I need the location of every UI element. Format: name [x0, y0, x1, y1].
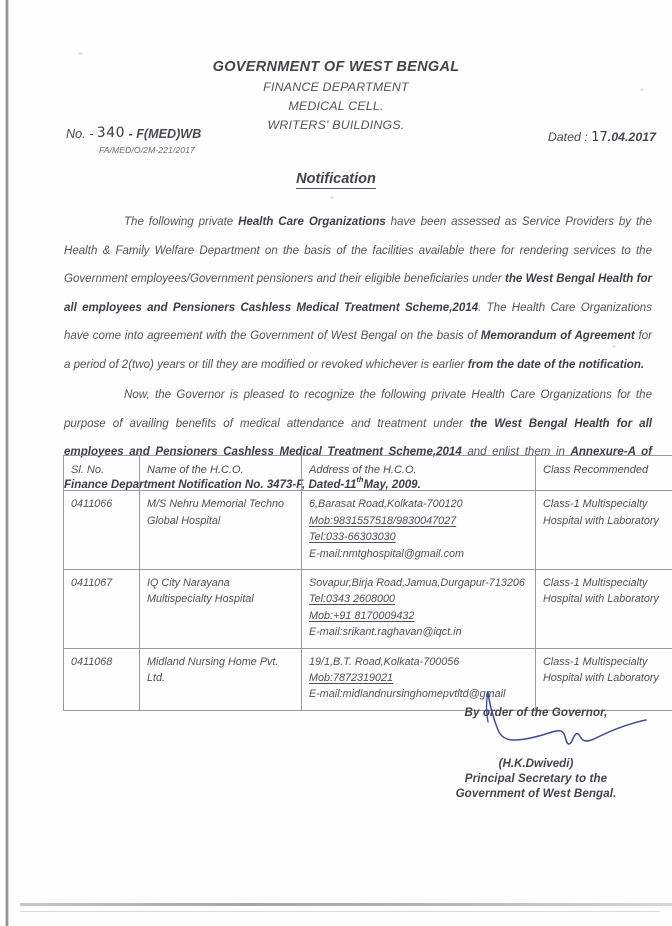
dated-rest: .04.2017	[607, 130, 656, 144]
p1-seg-b: Health Care Organizations	[238, 216, 386, 228]
scan-speck	[330, 196, 334, 199]
reference-number-prefix: No. -	[66, 127, 94, 141]
scan-speck	[78, 52, 83, 55]
page-title	[0, 170, 672, 188]
hco-table-wrapper	[63, 455, 659, 711]
letterhead-line-building: WRITERS' BUILDINGS.	[267, 117, 405, 132]
cell-hco-name: M/S Nehru Memorial Techno Global Hospital	[140, 491, 302, 570]
dated-label: Dated :	[547, 130, 588, 144]
page-title-text: Notification	[296, 171, 376, 187]
cell-sl-no: 0411067	[64, 570, 140, 649]
hco-table	[63, 455, 672, 711]
p1-seg-f: Memorandum of Agreement	[480, 330, 635, 342]
address-contact-line: Mob:9831557518/9830047027	[309, 514, 457, 527]
table-row	[64, 648, 672, 710]
address-contact-line: Mob:7872319021	[309, 672, 394, 685]
p2-seg-a: Now, the Governor is pleased to recognize the following private Health Care Organizations for the purpose of availing benefits of medical attendance and treatment under	[64, 389, 652, 430]
letterhead-line-cell: MEDICAL CELL.	[288, 98, 384, 113]
cell-hco-address	[302, 491, 536, 570]
p2-seg-e: May, 2009.	[363, 478, 421, 491]
letterhead-line-department: FINANCE DEPARTMENT	[263, 80, 409, 95]
paragraph-1	[64, 208, 652, 379]
cell-hco-name: IQ City Narayana Multispecialty Hospital	[140, 570, 302, 649]
address-line: E-mail:midlandnursinghomepvtltd@gmail	[309, 688, 506, 701]
p2-superscript: th	[356, 475, 364, 485]
reference-number-line	[66, 126, 201, 142]
hco-table-header	[64, 456, 672, 491]
p1-seg-a: The following private	[124, 216, 239, 228]
cell-class-recommended: Class-1 Multispecialty Hospital with Laboratory	[536, 570, 672, 649]
cell-hco-name: Midland Nursing Home Pvt. Ltd.	[140, 648, 302, 710]
p1-seg-c: have been assessed as Service Providers by the Health & Family Welfare Department on the basis of the facilities available there for rendering services to the Government employees/Government pensioners and their eligible beneficiaries under	[64, 216, 653, 285]
p1-seg-g: for a period of 2(two) years or till they are modified or revoked whichever is earlier	[64, 330, 653, 371]
address-line: 19/1,B.T. Road,Kolkata-700056	[309, 655, 460, 668]
column-header-address: Address of the H.C.O.	[302, 456, 536, 491]
reference-file-number: FA/MED/O/2M-221/2017	[99, 145, 195, 155]
scan-edge-left	[5, 0, 9, 926]
reference-number-handwritten: 340	[96, 125, 126, 141]
cell-hco-address	[302, 648, 536, 710]
by-order-of-governor: By order of the Governor,	[464, 706, 608, 719]
reference-number-block	[66, 126, 201, 155]
address-contact-line: Mob:+91 8170009432	[309, 609, 415, 622]
p2-seg-d: Annexure-A of Finance Department Notification No. 3473-F, Dated-11	[64, 446, 652, 491]
address-line: E-mail:srikant.raghavan@iqct.in	[309, 626, 462, 639]
p1-seg-d: the West Bengal Health for all employees and Pensioners Cashless Medical Treatment Scheme,2014	[64, 273, 653, 314]
p1-seg-e: . The Health Care Organizations have come into agreement with the Government of West Bengal on the basis of	[64, 301, 652, 342]
hco-table-body	[64, 491, 672, 710]
p2-seg-c: and enlist them in	[461, 446, 571, 458]
dated-block	[548, 130, 656, 145]
cell-class-recommended: Class-1 Multispecialty Hospital with Laboratory	[536, 491, 672, 570]
column-header-class: Class Recommended	[536, 456, 672, 491]
p1-seg-h: from the date of the notification.	[467, 358, 645, 371]
scan-edge-bottom-faint	[20, 911, 660, 912]
p2-seg-b: the West Bengal Health for all employees and Pensioners Cashless Medical Treatment Scheme,2014	[64, 417, 652, 458]
cell-class-recommended: Class-1 Multispecialty Hospital with Laboratory	[536, 648, 672, 710]
reference-number-suffix: - F(MED)WB	[128, 127, 202, 141]
column-header-sl-no: Sl. No.	[64, 456, 140, 491]
address-contact-line: Tel:033-66303030	[309, 531, 396, 544]
address-line: Sovapur,Birja Road,Jamua,Durgapur-713206	[309, 577, 525, 590]
signatory-role-line-2: Government of West Bengal.	[455, 787, 617, 800]
dated-day-handwritten: 17	[591, 130, 608, 145]
address-contact-line: Tel:0343 2608000	[309, 593, 396, 606]
address-line: 6,Barasat Road,Kolkata-700120	[309, 498, 463, 511]
scan-margin-left	[0, 0, 5, 926]
signatory-name: (H.K.Dwivedi)	[498, 757, 574, 770]
letterhead-line-government: GOVERNMENT OF WEST BENGAL	[212, 59, 460, 75]
cell-sl-no: 0411066	[64, 491, 140, 570]
signatory-role-line-1: Principal Secretary to the	[464, 772, 608, 785]
table-row	[64, 570, 672, 649]
signature-block	[400, 706, 672, 800]
table-row	[64, 491, 672, 570]
scan-edge-bottom	[20, 903, 672, 906]
column-header-name: Name of the H.C.O.	[140, 456, 302, 491]
address-line: E-mail:nmtghospital@gmail.com	[309, 547, 464, 560]
cell-sl-no: 0411068	[64, 648, 140, 710]
table-header-row	[64, 456, 672, 491]
cell-hco-address	[302, 570, 536, 649]
letterhead	[0, 56, 672, 135]
